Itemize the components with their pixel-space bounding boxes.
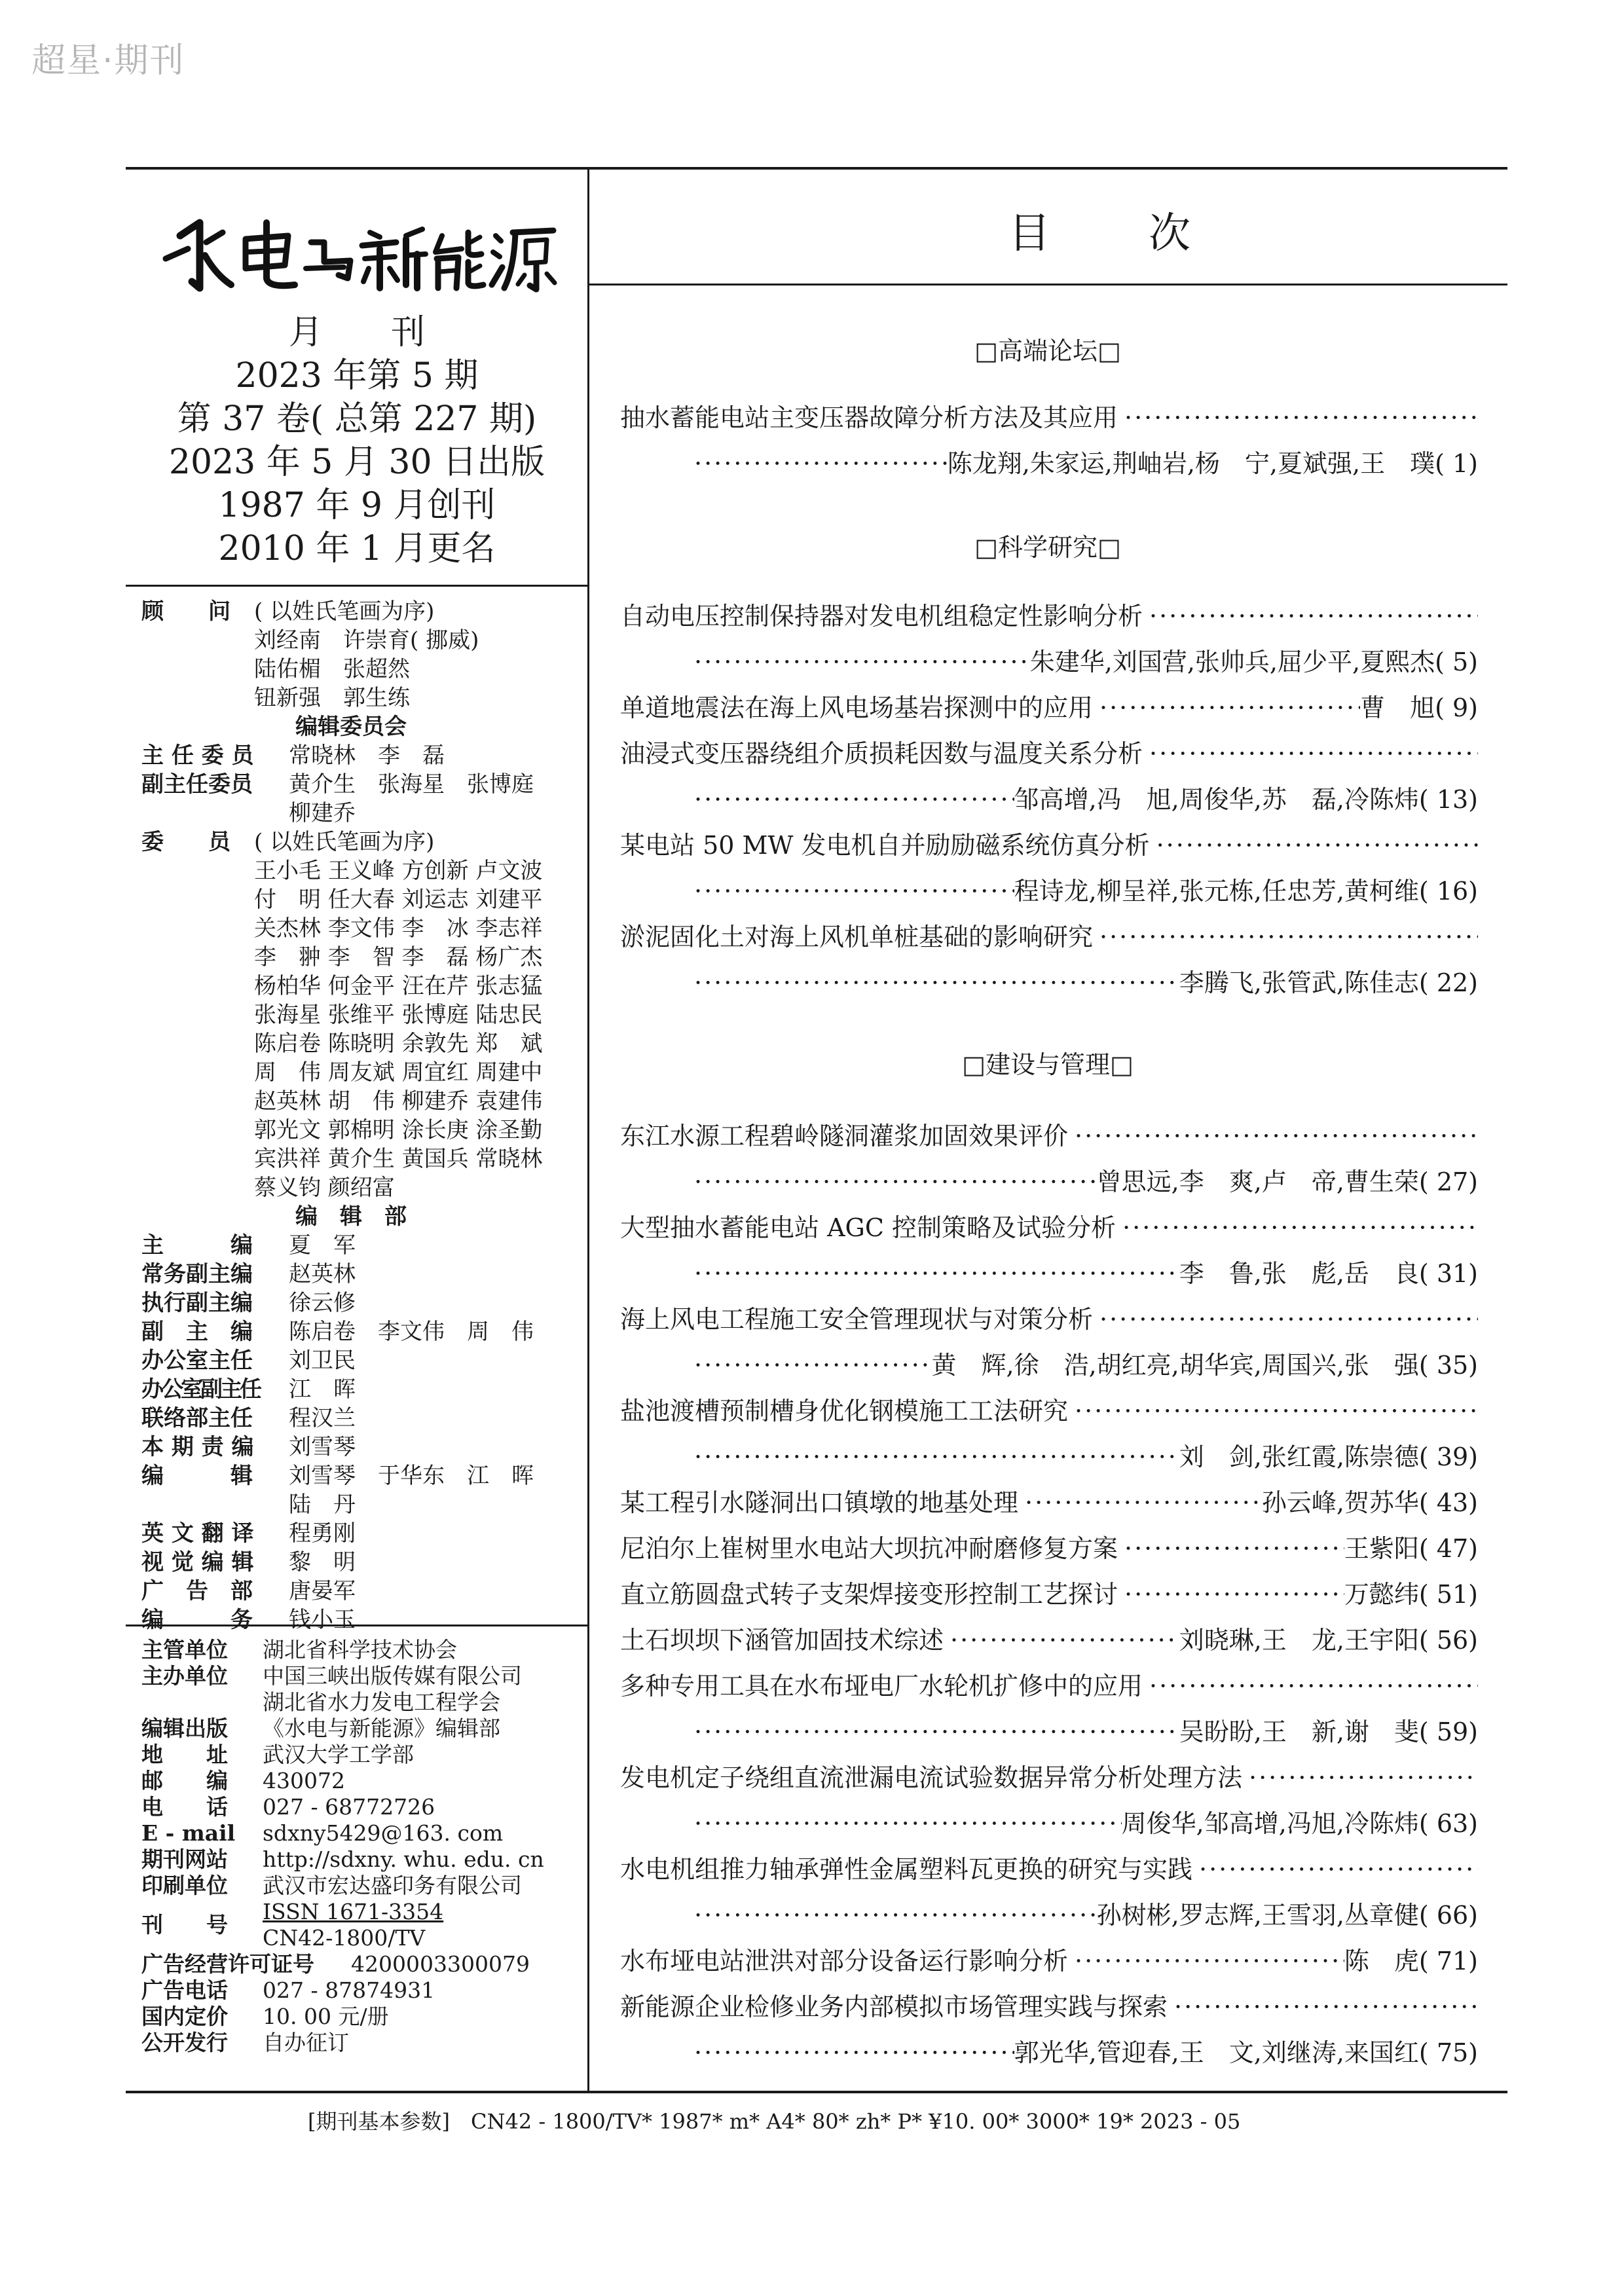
pub-host-extra: 湖北省水力发电工程学会 xyxy=(263,1689,500,1715)
leader-dots xyxy=(688,1258,1179,1289)
role-row xyxy=(141,1606,580,1634)
toc-entry[interactable] xyxy=(620,1854,1478,1884)
serial-row xyxy=(141,1899,580,1951)
pub-label: 印刷单位 xyxy=(141,1873,228,1898)
column-divider xyxy=(587,169,589,2091)
toc-entry[interactable] xyxy=(620,1121,1478,1151)
member-line: 王小毛 王义峰 方创新 卢文波 xyxy=(254,858,543,884)
member-line: 付 明 任大春 刘运志 刘建平 xyxy=(254,887,543,913)
entry-authors: 邹高增,冯 旭,周俊华,苏 磊,冷陈炜( 13) xyxy=(1014,785,1478,814)
role-row xyxy=(141,1404,580,1433)
entry-authors: 吴盼盼,王 新,谢 斐( 59) xyxy=(1179,1717,1478,1746)
pub-value: 430072 xyxy=(263,1768,345,1793)
pub-row xyxy=(141,2030,580,2056)
entry-title: 新能源企业检修业务内部模拟市场管理实践与探索 xyxy=(620,1992,1168,2021)
entry-authors: 万懿纬( 51) xyxy=(1344,1580,1478,1609)
leader-dots xyxy=(688,1350,932,1380)
role-label: 英 文 翻 译 xyxy=(141,1520,254,1547)
entry-authors: 陈 虎( 71) xyxy=(1344,1947,1478,1975)
toc-entry[interactable] xyxy=(620,1671,1478,1701)
toc-entry-authors[interactable] xyxy=(688,1808,1478,1839)
role-label: 广 告 部 xyxy=(141,1578,253,1604)
toc-entry-authors[interactable] xyxy=(688,1442,1478,1472)
member-line: 李 翀 李 智 李 磊 杨广杰 xyxy=(254,944,543,970)
member-line: 赵英林 胡 伟 柳建乔 袁建伟 xyxy=(254,1088,543,1114)
journal-parameters: [期刊基本参数] CN42 - 1800/TV* 1987* m* A4* 80* zh* P* ¥10. 00* 3000* 19* 2023 - 05 xyxy=(308,2109,1241,2134)
member-line: 宾洪祥 黄介生 黄国兵 常晓林 xyxy=(254,1146,543,1172)
leader-dots xyxy=(1093,1304,1478,1334)
pub-row xyxy=(141,1768,580,1794)
entry-title: 淤泥固化土对海上风机单桩基础的影响研究 xyxy=(620,923,1094,951)
role-label: 联络部主任 xyxy=(141,1405,253,1431)
toc-entry[interactable] xyxy=(620,1213,1478,1243)
pub-row xyxy=(141,1742,580,1768)
top-rule xyxy=(126,167,1507,170)
members-note: ( 以姓氏笔画为序) xyxy=(254,829,435,855)
founded-date: 1987 年 9 月创刊 xyxy=(218,486,496,525)
leader-dots xyxy=(1118,1533,1344,1564)
entry-authors: 王紫阳( 47) xyxy=(1344,1534,1478,1563)
title-rule xyxy=(589,284,1507,285)
entry-title: 盐池渡槽预制槽身优化钢模施工工法研究 xyxy=(620,1397,1069,1425)
leader-dots xyxy=(688,1900,1097,1930)
member-line: 杨柏华 何金平 汪在芹 张志猛 xyxy=(254,973,543,999)
pub-value: 武汉大学工学部 xyxy=(263,1742,414,1767)
entry-authors: 刘 剑,张红霞,陈崇德( 39) xyxy=(1179,1442,1478,1471)
pub-label: 广告经营许可证号 xyxy=(141,1951,314,1977)
role-row xyxy=(141,1317,580,1346)
role-value: 程汉兰 xyxy=(289,1405,356,1431)
entry-title: 尼泊尔上崔树里水电站大坝抗冲耐磨修复方案 xyxy=(620,1534,1118,1563)
toc-entry[interactable] xyxy=(620,693,1478,723)
entry-title: 抽水蓄能电站主变压器故障分析方法及其应用 xyxy=(620,403,1118,432)
members-row xyxy=(141,828,580,856)
advisors-note: ( 以姓氏笔画为序) xyxy=(254,598,435,625)
serial-label: 刊 号 xyxy=(141,1912,228,1937)
entry-authors: 黄 辉,徐 浩,胡红亮,胡华宾,周国兴,张 强( 35) xyxy=(931,1351,1478,1380)
toc-entry[interactable] xyxy=(620,403,1478,433)
leader-dots xyxy=(1093,693,1360,723)
pub-value: 《水电与新能源》编辑部 xyxy=(263,1716,500,1741)
pub-label: 地 址 xyxy=(141,1742,228,1767)
entry-authors: 郭光华,管迎春,王 文,刘继涛,来国红( 75) xyxy=(1014,2038,1478,2067)
role-label: 编 务 xyxy=(141,1607,253,1633)
member-line: 陈启卷 陈晓明 余敦先 郑 斌 xyxy=(254,1031,543,1057)
role-value: 钱小玉 xyxy=(289,1607,356,1633)
toc-entry-authors[interactable] xyxy=(688,1717,1478,1747)
members-label: 委 员 xyxy=(141,829,231,855)
pub-label: 邮 编 xyxy=(141,1768,228,1793)
leader-dots xyxy=(688,1808,1122,1839)
role-value: 唐晏军 xyxy=(289,1578,356,1604)
leader-dots xyxy=(1018,1488,1262,1518)
publisher-info xyxy=(141,1637,580,2056)
leader-dots xyxy=(1192,1854,1478,1884)
toc-entry[interactable] xyxy=(620,1579,1478,1609)
pub-row xyxy=(141,1977,580,2004)
frequency: 月 刊 xyxy=(288,313,425,352)
staff-list xyxy=(141,597,580,1634)
section-heading: □科学研究□ xyxy=(974,533,1121,562)
toc-entry[interactable] xyxy=(620,830,1478,860)
toc-entry[interactable] xyxy=(620,739,1478,769)
toc-entry-authors[interactable] xyxy=(688,647,1478,677)
website-link[interactable]: http://sdxny. whu. edu. cn xyxy=(263,1846,544,1872)
pub-row xyxy=(141,1873,580,1899)
entry-title: 自动电压控制保持器对发电机组稳定性影响分析 xyxy=(620,602,1143,631)
pub-row xyxy=(141,1951,580,1977)
pub-row xyxy=(141,1846,580,1873)
toc-entry[interactable] xyxy=(620,922,1478,952)
toc-entry-authors[interactable] xyxy=(688,1258,1478,1289)
toc-entry[interactable] xyxy=(620,1625,1478,1655)
leader-dots xyxy=(688,1442,1179,1472)
publish-date: 2023 年 5 月 30 日出版 xyxy=(168,443,545,482)
entry-title: 发电机定子绕组直流泄漏电流试验数据异常分析处理方法 xyxy=(620,1763,1243,1792)
issue-number: 2023 年第 5 期 xyxy=(235,356,479,395)
role-row xyxy=(141,1548,580,1577)
entry-title: 某工程引水隧洞出口镇墩的地基处理 xyxy=(620,1488,1019,1517)
pub-label: 国内定价 xyxy=(141,2004,228,2029)
entry-title: 土石坝坝下涵管加固技术综述 xyxy=(620,1626,944,1655)
director-label: 主 任 委 员 xyxy=(141,743,254,769)
cn-number: CN42-1800/TV xyxy=(263,1925,426,1951)
pub-row xyxy=(141,1820,580,1846)
role-row xyxy=(141,1461,580,1490)
entry-authors: 程诗龙,柳呈祥,张元栋,任忠芳,黄柯维( 16) xyxy=(1014,877,1478,906)
role-label: 办公室副主任 xyxy=(141,1376,259,1403)
watermark: 超星·期刊 xyxy=(31,41,185,81)
advisor-line: 刘经南 许崇育( 挪威) xyxy=(254,627,479,653)
toc-entry[interactable] xyxy=(620,1488,1478,1518)
role-value: 江 晖 xyxy=(289,1376,356,1403)
leader-dots xyxy=(944,1625,1179,1655)
role-row xyxy=(141,1519,580,1548)
masthead xyxy=(131,311,583,570)
leader-dots xyxy=(688,968,1179,998)
leader-dots xyxy=(688,876,1014,906)
entry-title: 多种专用工具在水布垭电厂水轮机扩修中的应用 xyxy=(620,1672,1143,1700)
role-row xyxy=(141,1433,580,1461)
leader-dots xyxy=(1068,1396,1478,1426)
entry-authors: 李腾飞,张管武,陈佳志( 22) xyxy=(1179,968,1478,997)
entry-title: 水布垭电站泄洪对部分设备运行影响分析 xyxy=(620,1947,1069,1975)
leader-dots xyxy=(688,2038,1014,2068)
pub-value: 湖北省科学技术协会 xyxy=(263,1637,457,1662)
leader-dots xyxy=(688,647,1030,677)
member-line: 蔡义钧 颜绍富 xyxy=(254,1175,395,1201)
leader-dots xyxy=(688,449,948,479)
role-value: 赵英林 xyxy=(289,1261,356,1287)
role-row xyxy=(141,1375,580,1404)
leader-dots xyxy=(1168,1992,1478,2022)
entry-authors: 陈龙翔,朱家运,荆岫岩,杨 宁,夏斌强,王 璞( 1) xyxy=(947,449,1478,478)
role-row xyxy=(141,1577,580,1606)
entry-title: 水电机组推力轴承弹性金属塑料瓦更换的研究与实践 xyxy=(620,1855,1193,1884)
role-row xyxy=(141,1346,580,1375)
role-value: 黎 明 xyxy=(289,1549,356,1575)
member-line: 张海星 张维平 张博庭 陆忠民 xyxy=(254,1002,543,1028)
vice-director-row xyxy=(141,770,580,799)
entry-title: 单道地震法在海上风电场基岩探测中的应用 xyxy=(620,693,1094,722)
member-line: 周 伟 周友斌 周宜红 周建中 xyxy=(254,1059,543,1086)
leader-dots xyxy=(688,784,1014,815)
role-label: 编 辑 xyxy=(141,1463,253,1489)
director-value: 常晓林 李 磊 xyxy=(289,743,445,769)
role-label: 视 觉 编 辑 xyxy=(141,1549,254,1575)
entry-title: 直立筋圆盘式转子支架焊接变形控制工艺探讨 xyxy=(620,1580,1118,1609)
pub-row xyxy=(141,1794,580,1820)
toc-entry[interactable] xyxy=(620,1533,1478,1564)
toc-entry-authors[interactable] xyxy=(688,1167,1478,1197)
email-value[interactable]: sdxny5429@163. com xyxy=(263,1820,504,1846)
toc-entry-authors[interactable] xyxy=(688,2038,1478,2068)
role-value: 徐云修 xyxy=(289,1290,356,1316)
leader-dots xyxy=(1068,1946,1344,1976)
toc-entry[interactable] xyxy=(620,1396,1478,1426)
entry-authors: 周俊华,邹高增,冯旭,冷陈炜( 63) xyxy=(1121,1809,1478,1838)
entry-title: 油浸式变压器绕组介质损耗因数与温度关系分析 xyxy=(620,739,1143,768)
pub-row xyxy=(141,1663,580,1689)
entry-authors: 孙树彬,罗志辉,王雪羽,丛章健( 66) xyxy=(1096,1901,1478,1930)
pub-label: 主管单位 xyxy=(141,1637,228,1662)
leader-dots xyxy=(1116,1213,1478,1243)
role-label: 本 期 责 编 xyxy=(141,1434,254,1460)
entry-title: 某电站 50 MW 发电机自并励励磁系统仿真分析 xyxy=(620,831,1150,860)
masthead-rule xyxy=(126,585,587,587)
entry-authors: 曾思远,李 爽,卢 帝,曹生荣( 27) xyxy=(1096,1167,1478,1196)
leader-dots xyxy=(1143,739,1478,769)
entry-authors: 李 鲁,张 彪,岳 良( 31) xyxy=(1179,1259,1478,1288)
volume: 第 37 卷( 总第 227 期) xyxy=(177,399,537,439)
entry-authors: 曹 旭( 9) xyxy=(1360,693,1478,722)
pub-label: 电 话 xyxy=(141,1794,228,1820)
role-value: 刘卫民 xyxy=(289,1348,356,1374)
contents-title: 目次 xyxy=(1008,210,1289,258)
role-value: 程勇刚 xyxy=(289,1520,356,1547)
section-heading: □高端论坛□ xyxy=(974,337,1121,365)
renamed-date: 2010 年 1 月更名 xyxy=(218,529,496,568)
member-line: 关杰林 李文伟 李 冰 李志祥 xyxy=(254,915,543,942)
leader-dots xyxy=(1093,922,1478,952)
entry-authors: 孙云峰,贺苏华( 43) xyxy=(1261,1488,1478,1517)
toc-entry-authors[interactable] xyxy=(688,876,1478,906)
entry-authors: 朱建华,刘国营,张帅兵,屈少平,夏熙杰( 5) xyxy=(1029,648,1478,676)
role-label: 副 主 编 xyxy=(141,1319,253,1345)
entry-title: 大型抽水蓄能电站 AGC 控制策略及试验分析 xyxy=(620,1213,1116,1242)
pub-row xyxy=(141,1716,580,1742)
entry-title: 东江水源工程碧岭隧洞灌浆加固效果评价 xyxy=(620,1122,1069,1150)
toc-entry-authors[interactable] xyxy=(688,968,1478,998)
role-row xyxy=(141,1289,580,1317)
advisor-line: 陆佑楣 张超然 xyxy=(254,656,410,682)
role-value: 夏 军 xyxy=(289,1232,356,1258)
pub-label: 公开发行 xyxy=(141,2030,228,2055)
toc-entry-authors[interactable] xyxy=(688,784,1478,815)
leader-dots xyxy=(1143,601,1478,631)
leader-dots xyxy=(1118,1579,1344,1609)
pub-value: 10. 00 元/册 xyxy=(263,2004,389,2029)
pub-label: 编辑出版 xyxy=(141,1716,228,1741)
pub-value: 武汉市宏达盛印务有限公司 xyxy=(263,1873,522,1898)
toc-entry[interactable] xyxy=(620,1763,1478,1793)
vice-director-value: 黄介生 张海星 张博庭 xyxy=(289,771,534,798)
toc-entry-authors[interactable] xyxy=(688,1900,1478,1930)
pub-value: 027 - 68772726 xyxy=(263,1794,435,1820)
pub-value: 自办征订 xyxy=(263,2030,349,2055)
vice-director-label: 副主任委员 xyxy=(141,771,253,798)
section-heading: □建设与管理□ xyxy=(962,1050,1134,1079)
member-line: 郭光文 郭棉明 涂长庚 涂圣勤 xyxy=(254,1117,543,1143)
role-label: 执行副主编 xyxy=(141,1290,253,1316)
leader-dots xyxy=(1143,1671,1478,1701)
pub-value: 中国三峡出版传媒有限公司 xyxy=(263,1663,522,1689)
pub-value: 027 - 87874931 xyxy=(263,1977,435,2003)
role-value: 陈启卷 李文伟 周 伟 xyxy=(289,1319,534,1345)
toc-entry-authors[interactable] xyxy=(688,449,1478,479)
toc-entry[interactable] xyxy=(620,601,1478,631)
toc-entry-authors[interactable] xyxy=(688,1350,1478,1380)
toc-entry[interactable] xyxy=(620,1946,1478,1976)
toc-entry[interactable] xyxy=(620,1304,1478,1334)
issn: ISSN 1671-3354 xyxy=(263,1899,444,1924)
role-row xyxy=(141,1260,580,1289)
role-row xyxy=(141,1231,580,1260)
pub-row xyxy=(141,1637,580,1663)
leader-dots xyxy=(688,1167,1097,1197)
toc-entry[interactable] xyxy=(620,1992,1478,2022)
journal-logo xyxy=(154,196,560,308)
leader-dots xyxy=(1068,1121,1478,1151)
entry-title: 海上风电工程施工安全管理现状与对策分析 xyxy=(620,1305,1094,1334)
vice-director-extra: 柳建乔 xyxy=(289,800,356,826)
leader-dots xyxy=(1150,830,1478,860)
pub-label: 广告电话 xyxy=(141,1977,228,2003)
role-label: 办公室主任 xyxy=(141,1348,253,1374)
director-row xyxy=(141,741,580,770)
pub-label: 期刊网站 xyxy=(141,1846,228,1872)
committee-heading: 编辑委员会 xyxy=(295,714,407,740)
pub-value: 4200003300079 xyxy=(351,1951,530,1977)
bottom-rule xyxy=(126,2091,1507,2093)
pub-row xyxy=(141,2004,580,2030)
advisors-row xyxy=(141,597,580,626)
role-label: 常务副主编 xyxy=(141,1261,253,1287)
serial-values xyxy=(263,1899,580,1951)
pub-label: E - mail xyxy=(141,1820,236,1846)
office-heading: 编 辑 部 xyxy=(295,1203,407,1230)
advisor-line: 钮新强 郭生练 xyxy=(254,685,410,711)
role-value: 刘雪琴 于华东 江 晖 xyxy=(289,1463,534,1489)
leader-dots xyxy=(1242,1763,1478,1793)
pub-label: 主办单位 xyxy=(141,1663,228,1689)
editor-extra: 陆 丹 xyxy=(289,1492,356,1518)
role-value: 刘雪琴 xyxy=(289,1434,356,1460)
role-label: 主 编 xyxy=(141,1232,253,1258)
leader-dots xyxy=(688,1717,1179,1747)
advisors-label: 顾 问 xyxy=(141,598,231,625)
leader-dots xyxy=(1118,403,1478,433)
entry-authors: 刘晓琳,王 龙,王宇阳( 56) xyxy=(1179,1626,1478,1655)
